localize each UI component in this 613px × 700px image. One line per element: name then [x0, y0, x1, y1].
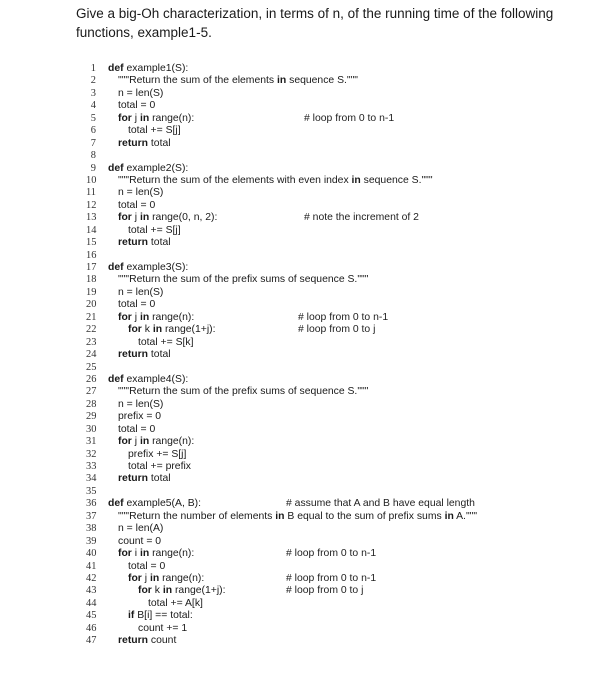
question-text: Give a big-Oh characterization, in terms of n, of the running time of the following functions, example1-5. — [76, 6, 554, 40]
code-text: count = 0 — [118, 535, 162, 547]
line-number: 32 — [86, 448, 97, 460]
line-number: 11 — [86, 187, 97, 199]
code-text: """Return the number of elements in B equal to the sum of prefix sums in A.""" — [118, 510, 478, 522]
line-number: 37 — [86, 510, 97, 522]
line-number: 44 — [86, 597, 97, 609]
code-comment: # loop from 0 to n-1 — [298, 311, 389, 323]
line-number: 16 — [86, 249, 97, 261]
code-text: total += prefix — [128, 461, 191, 472]
code-text: def example3(S): — [108, 262, 189, 273]
line-number: 41 — [86, 560, 97, 572]
code-text: for j in range(0, n, 2): — [118, 212, 218, 224]
line-number: 1 — [90, 63, 96, 74]
line-number: 15 — [86, 237, 97, 249]
line-number: 29 — [86, 411, 97, 423]
line-number: 12 — [86, 199, 97, 211]
code-text: n = len(S) — [118, 286, 164, 298]
code-text: n = len(S) — [118, 187, 164, 199]
code-text: return total — [118, 473, 171, 485]
line-number: 5 — [90, 112, 96, 124]
line-number: 31 — [86, 436, 97, 448]
code-comment: # loop from 0 to j — [286, 585, 364, 597]
line-number: 22 — [86, 324, 97, 336]
line-number: 20 — [86, 299, 97, 311]
code-text: return count — [118, 635, 177, 647]
code-text: """Return the sum of the elements in sequence S.""" — [118, 75, 358, 87]
line-number: 3 — [90, 87, 96, 99]
code-text: n = len(A) — [118, 523, 164, 535]
line-number: 9 — [90, 162, 96, 174]
line-number: 27 — [86, 386, 97, 398]
code-text: total += S[j] — [128, 224, 181, 236]
code-comment: # loop from 0 to n-1 — [286, 572, 377, 584]
code-text: total = 0 — [118, 100, 156, 112]
code-text: count += 1 — [138, 622, 188, 634]
line-number: 36 — [86, 498, 97, 510]
code-text: for j in range(n): — [118, 436, 195, 448]
line-number: 23 — [86, 336, 97, 348]
code-text: def example1(S): — [108, 63, 189, 74]
line-number: 10 — [86, 174, 97, 186]
line-number: 7 — [90, 137, 96, 149]
line-number: 34 — [86, 473, 97, 485]
code-text: for i in range(n): — [118, 548, 195, 560]
line-number: 46 — [86, 622, 97, 634]
code-text: def example5(A, B): — [108, 498, 202, 510]
code-text: """Return the sum of the prefix sums of sequence S.""" — [118, 274, 369, 286]
line-number: 18 — [86, 274, 97, 286]
line-number: 21 — [86, 311, 97, 323]
code-text: prefix += S[j] — [128, 448, 187, 460]
code-comment: # loop from 0 to n-1 — [304, 112, 395, 124]
line-number: 40 — [86, 548, 97, 560]
line-number: 43 — [86, 585, 97, 597]
line-number: 26 — [86, 373, 97, 385]
line-number: 35 — [86, 485, 97, 497]
code-text: prefix = 0 — [118, 411, 162, 423]
line-number: 38 — [86, 523, 97, 535]
line-number: 28 — [86, 398, 97, 410]
code-text: return total — [118, 237, 171, 249]
line-number: 33 — [86, 461, 97, 472]
line-number: 17 — [86, 262, 97, 273]
code-text: total = 0 — [128, 560, 166, 572]
code-text: return total — [118, 349, 171, 361]
code-text: total += S[k] — [138, 336, 194, 348]
line-number: 14 — [86, 224, 97, 236]
code-text: for k in range(1+j): — [128, 324, 216, 336]
line-number: 30 — [86, 423, 97, 435]
code-text: return total — [118, 137, 171, 149]
line-number: 45 — [86, 610, 97, 622]
code-text: if B[i] == total: — [128, 610, 193, 622]
code-text: def example2(S): — [108, 162, 189, 174]
code-comment: # loop from 0 to j — [298, 324, 376, 336]
code-text: for j in range(n): — [118, 112, 195, 124]
line-number: 8 — [90, 150, 96, 162]
line-number: 19 — [86, 286, 97, 298]
code-text: n = len(S) — [118, 87, 164, 99]
code-text: for j in range(n): — [128, 572, 205, 584]
code-text: total = 0 — [118, 299, 156, 311]
line-number: 13 — [86, 212, 97, 224]
code-comment: # note the increment of 2 — [304, 212, 419, 224]
code-text: n = len(S) — [118, 398, 164, 410]
line-number: 6 — [90, 125, 96, 137]
code-text: total = 0 — [118, 423, 156, 435]
code-text: total += A[k] — [148, 597, 203, 609]
line-number: 2 — [90, 75, 96, 87]
line-number: 39 — [86, 535, 97, 547]
code-text: def example4(S): — [108, 373, 189, 385]
code-text: """Return the sum of the prefix sums of sequence S.""" — [118, 386, 369, 398]
line-number: 25 — [86, 361, 97, 373]
line-number: 47 — [86, 635, 97, 647]
code-text: total = 0 — [118, 199, 156, 211]
code-text: """Return the sum of the elements with even index in sequence S.""" — [118, 174, 433, 186]
code-comment: # assume that A and B have equal length — [286, 498, 475, 510]
line-number: 42 — [86, 572, 97, 584]
code-text: for j in range(n): — [118, 311, 195, 323]
line-number: 24 — [86, 349, 97, 361]
code-text: for k in range(1+j): — [138, 585, 226, 597]
code-text: total += S[j] — [128, 125, 181, 137]
code-comment: # loop from 0 to n-1 — [286, 548, 377, 560]
line-number: 4 — [90, 100, 96, 112]
